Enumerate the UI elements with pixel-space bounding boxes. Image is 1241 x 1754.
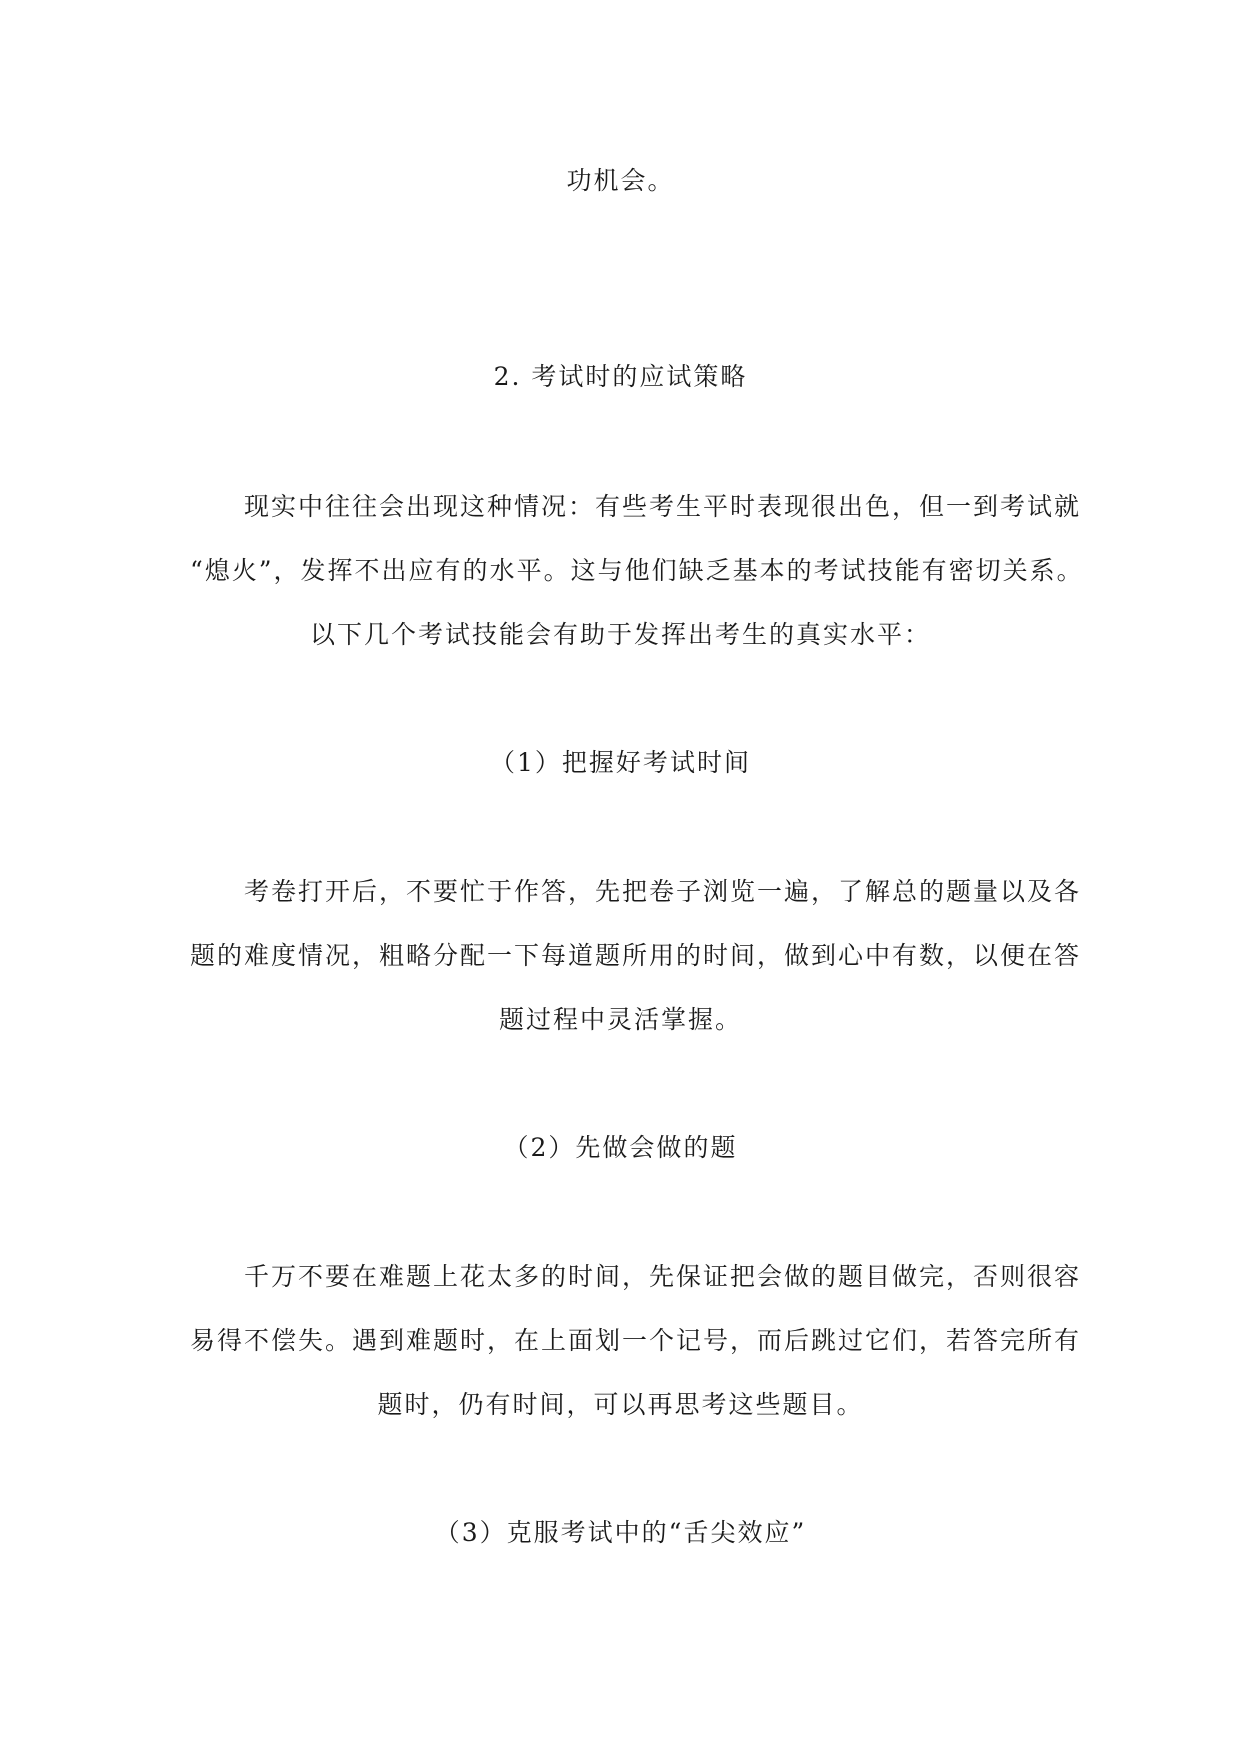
item1-line-1: 考卷打开后，不要忙于作答，先把卷子浏览一遍，了解总的题量以及各: [244, 877, 1082, 906]
item1-line-2: 题的难度情况，粗略分配一下每道题所用的时间，做到心中有数，以便在答: [190, 941, 1082, 970]
item2-line-3: 题时，仍有时间，可以再思考这些题目。: [377, 1390, 864, 1419]
intro-paragraph-line-1: 现实中往往会出现这种情况：有些考生平时表现很出色，但一到考试就: [244, 492, 1082, 521]
item2-heading: （2）先做会做的题: [503, 1133, 738, 1162]
item1-line-3: 题过程中灵活掌握。: [498, 1005, 742, 1034]
item3-heading: （3）克服考试中的“舌尖效应”: [434, 1518, 807, 1547]
intro-paragraph-line-2: “熄火”，发挥不出应有的水平。这与他们缺乏基本的考试技能有密切关系。: [190, 556, 1084, 585]
item1-heading: （1）把握好考试时间: [490, 748, 751, 777]
item2-line-2: 易得不偿失。遇到难题时，在上面划一个记号，而后跳过它们，若答完所有: [190, 1326, 1082, 1355]
section-heading: 2. 考试时的应试策略: [493, 362, 748, 391]
item2-line-1: 千万不要在难题上花太多的时间，先保证把会做的题目做完，否则很容: [244, 1262, 1082, 1291]
continuation-line: 功机会。: [566, 166, 675, 195]
intro-paragraph-line-3: 以下几个考试技能会有助于发挥出考生的真实水平：: [309, 620, 931, 649]
